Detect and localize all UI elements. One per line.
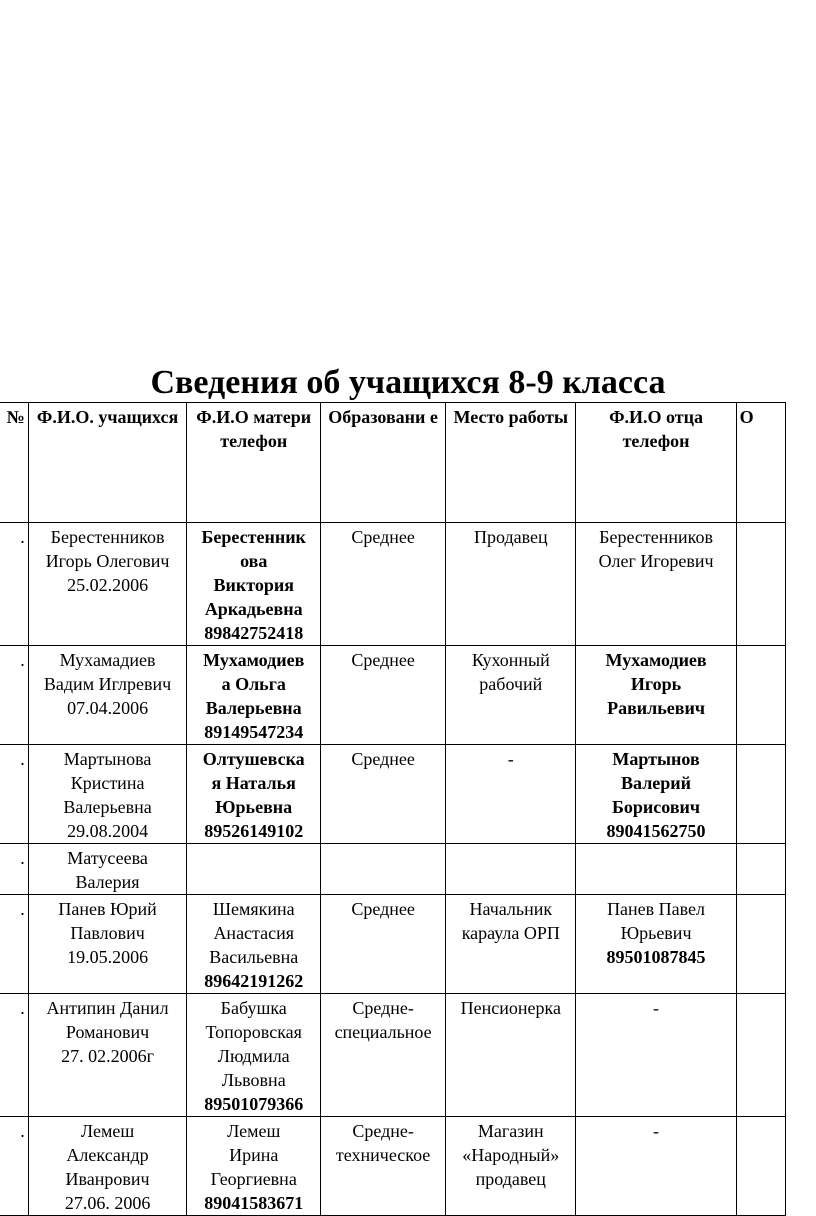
table-row — [0, 523, 786, 646]
phone-number: 89041562750 — [606, 821, 706, 841]
cell-line: Среднее — [351, 527, 415, 547]
father-cell — [576, 844, 736, 895]
other-cell — [736, 523, 785, 646]
cell-line: Шемякина — [212, 899, 295, 919]
student-cell — [28, 994, 187, 1117]
cell-line: 19.05.2006 — [67, 947, 149, 967]
student-cell — [28, 895, 187, 994]
cell-line: Людмила — [217, 1046, 290, 1066]
cell-line: рабочий — [479, 674, 543, 694]
mother-cell — [187, 994, 321, 1117]
cell-line: Вадим Иглревич — [43, 674, 172, 694]
header-mother: Ф.И.О матери телефон — [187, 403, 321, 523]
cell-line: Матусеева — [67, 848, 148, 868]
cell-line: Юрьевич — [620, 923, 692, 943]
phone-number: 89501087845 — [606, 947, 706, 967]
mother-cell — [187, 523, 321, 646]
cell-line: Берестенник — [201, 527, 306, 547]
student-cell — [28, 523, 187, 646]
mother-cell — [187, 1117, 321, 1216]
phone-number: 89526149102 — [204, 821, 304, 841]
cell-line: Романович — [65, 1022, 150, 1042]
cell-line: Борисович — [612, 797, 701, 817]
father-cell — [576, 745, 736, 844]
cell-line: Лемеш — [80, 1121, 135, 1141]
header-education: Образовани е — [321, 403, 446, 523]
cell-line: Мартынова — [63, 749, 152, 769]
phone-number: 89642191262 — [204, 971, 304, 991]
row-number: . — [0, 523, 28, 646]
work-cell — [446, 1117, 576, 1216]
cell-line: Панев Павел — [607, 899, 706, 919]
cell-line: Берестенников — [599, 527, 713, 547]
cell-line: 29.08.2004 — [67, 821, 149, 841]
cell-line: Валерия — [75, 872, 140, 892]
cell-line: - — [653, 1121, 660, 1141]
cell-line: Бабушка — [220, 998, 287, 1018]
cell-line: Мухамодиев — [605, 650, 707, 670]
cell-line: Лемеш — [227, 1121, 281, 1141]
cell-line: Александр — [66, 1145, 149, 1165]
cell-line: Валерий — [621, 773, 692, 793]
education-cell — [321, 1117, 446, 1216]
table-row — [0, 895, 786, 994]
student-cell — [28, 745, 187, 844]
education-cell — [321, 745, 446, 844]
students-table — [0, 402, 786, 1216]
cell-line: Валерьевна — [205, 698, 302, 718]
cell-line: 07.04.2006 — [67, 698, 149, 718]
other-cell — [736, 646, 785, 745]
cell-line: Кухонный — [471, 650, 550, 670]
cell-line: Игорь — [630, 674, 682, 694]
cell-line: - — [507, 749, 514, 769]
phone-number: 89501079366 — [204, 1094, 304, 1114]
cell-line: Начальник — [469, 899, 553, 919]
father-cell — [576, 523, 736, 646]
work-cell — [446, 844, 576, 895]
work-cell — [446, 745, 576, 844]
page-title: Сведения об учащихся 8-9 класса — [150, 364, 666, 401]
cell-line: Равильевич — [607, 698, 706, 718]
cell-line: Мартынов — [612, 749, 700, 769]
cell-line: я Наталья — [211, 773, 296, 793]
work-cell — [446, 523, 576, 646]
cell-line: Львовна — [221, 1070, 286, 1090]
cell-line: Панев Юрий — [58, 899, 157, 919]
cell-line: Мухамодиев — [203, 650, 305, 670]
cell-line: 27. 02.2006г — [61, 1046, 154, 1066]
other-cell — [736, 994, 785, 1117]
table-row — [0, 1117, 786, 1216]
cell-line: Ирина — [229, 1145, 279, 1165]
cell-line: Средне- — [352, 998, 414, 1018]
header-other: О — [736, 403, 785, 523]
cell-line: Среднее — [351, 749, 415, 769]
mother-cell — [187, 745, 321, 844]
mother-cell — [187, 844, 321, 895]
cell-line: 27.06. 2006 — [64, 1193, 151, 1213]
cell-line: а Ольга — [221, 674, 286, 694]
cell-line: ова — [240, 551, 268, 571]
header-student: Ф.И.О. учащихся — [28, 403, 187, 523]
cell-line: Пенсионерка — [460, 998, 561, 1018]
mother-cell — [187, 895, 321, 994]
cell-line: Юрьевна — [215, 797, 293, 817]
other-cell — [736, 844, 785, 895]
student-cell — [28, 646, 187, 745]
cell-line: Олег Игоревич — [598, 551, 714, 571]
education-cell — [321, 994, 446, 1117]
cell-line: продавец — [475, 1169, 546, 1189]
row-number: . — [0, 895, 28, 994]
cell-line: Среднее — [351, 899, 415, 919]
table-row — [0, 994, 786, 1117]
row-number: . — [0, 844, 28, 895]
cell-line: караула ОРП — [461, 923, 560, 943]
header-work: Место работы — [446, 403, 576, 523]
row-number: . — [0, 1117, 28, 1216]
table-header-row — [0, 403, 786, 523]
cell-line: Виктория — [213, 575, 294, 595]
cell-line: Георгиевна — [210, 1169, 297, 1189]
cell-line: Иванрович — [65, 1169, 150, 1189]
cell-line: Антипин Данил — [46, 998, 169, 1018]
cell-line: Мухамадиев — [59, 650, 156, 670]
cell-line: Топоровская — [205, 1022, 302, 1042]
cell-line: специальное — [334, 1022, 432, 1042]
row-number: . — [0, 745, 28, 844]
cell-line: Магазин — [477, 1121, 544, 1141]
header-father: Ф.И.О отца телефон — [576, 403, 736, 523]
row-number: . — [0, 994, 28, 1117]
father-cell — [576, 646, 736, 745]
work-cell — [446, 646, 576, 745]
cell-line: Олтушевска — [202, 749, 305, 769]
cell-line: Кристина — [70, 773, 145, 793]
phone-number: 89149547234 — [204, 722, 304, 742]
other-cell — [736, 745, 785, 844]
phone-number: 89842752418 — [204, 623, 304, 643]
education-cell — [321, 895, 446, 994]
education-cell — [321, 844, 446, 895]
cell-line: Продавец — [473, 527, 548, 547]
cell-line: Аркадьевна — [204, 599, 303, 619]
cell-line: 25.02.2006 — [67, 575, 149, 595]
phone-number: 89041583671 — [204, 1193, 304, 1213]
table-row — [0, 745, 786, 844]
other-cell — [736, 1117, 785, 1216]
father-cell — [576, 994, 736, 1117]
father-cell — [576, 895, 736, 994]
education-cell — [321, 523, 446, 646]
cell-line: Васильевна — [209, 947, 299, 967]
education-cell — [321, 646, 446, 745]
row-number: . — [0, 646, 28, 745]
mother-cell — [187, 646, 321, 745]
cell-line: техническое — [335, 1145, 431, 1165]
cell-line: Средне- — [352, 1121, 414, 1141]
cell-line: Анастасия — [213, 923, 295, 943]
father-cell — [576, 1117, 736, 1216]
cell-line: Валерьевна — [63, 797, 152, 817]
work-cell — [446, 895, 576, 994]
cell-line: Берестенников — [50, 527, 165, 547]
student-cell — [28, 844, 187, 895]
cell-line: «Народный» — [462, 1145, 560, 1165]
student-cell — [28, 1117, 187, 1216]
cell-line: - — [653, 998, 660, 1018]
work-cell — [446, 994, 576, 1117]
cell-line: Среднее — [351, 650, 415, 670]
cell-line: Павлович — [70, 923, 145, 943]
other-cell — [736, 895, 785, 994]
cell-line: Игорь Олегович — [45, 551, 170, 571]
header-number: № — [0, 403, 28, 523]
table-row — [0, 844, 786, 895]
table-row — [0, 646, 786, 745]
